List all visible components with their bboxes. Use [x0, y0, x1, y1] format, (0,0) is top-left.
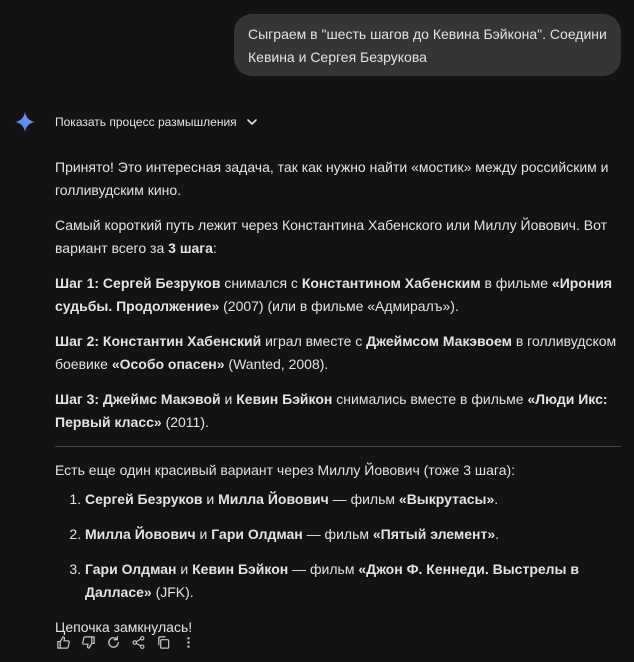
thumbs-down-icon [81, 635, 96, 650]
actor-name: Сергей Безруков [102, 275, 221, 291]
response-intro: Принято! Это интересная задача, так как нужно найти «мостик» между российским и голливудским кино. [55, 159, 609, 198]
alt-list [55, 488, 621, 604]
actor-name: Милла Йовович [218, 491, 329, 507]
film-title: «Пятый элемент» [372, 526, 496, 542]
item-text: — фильм [328, 491, 399, 507]
more-options-button[interactable] [180, 634, 196, 650]
share-icon [131, 635, 146, 650]
chevron-down-icon [246, 116, 258, 128]
item-text: и [195, 526, 212, 542]
thumbs-up-button[interactable] [55, 634, 71, 650]
item-text: (JFK). [151, 584, 194, 600]
step-label: Шаг 2: [55, 333, 100, 349]
item-text: — фильм [302, 526, 373, 542]
film-title: «Особо опасен» [111, 356, 225, 372]
item-text: и [202, 491, 219, 507]
step-label: Шаг 3: [55, 391, 100, 407]
response-shortest-path [55, 214, 621, 260]
step-text: в голливудском боевике [55, 333, 617, 372]
step-text: снимались вместе в фильме [332, 391, 528, 407]
thumbs-down-button[interactable] [80, 634, 96, 650]
step-text: снимался с [220, 275, 302, 291]
share-button[interactable] [130, 634, 146, 650]
actor-name: Милла Йовович [85, 526, 196, 542]
step-text: (2007) (или в фильме «Адмиралъ»). [219, 298, 459, 314]
actor-name: Джеймс Макэвой [102, 391, 221, 407]
shortest-colon: : [212, 240, 217, 256]
step-1 [55, 272, 621, 318]
film-title: «Джон Ф. Кеннеди. Выстрелы в Далласе» [85, 561, 580, 600]
show-thinking-label: Показать процесс размышления [55, 115, 237, 129]
step-label: Шаг 1: [55, 275, 100, 291]
step-text: играл вместе с [261, 333, 367, 349]
shortest-text: Самый короткий путь лежит через Константина Хабенского или Миллу Йовович. Вот вариант всего за [55, 217, 607, 256]
regenerate-icon [106, 635, 121, 650]
shortest-bold: 3 шага [168, 240, 213, 256]
copy-icon [156, 635, 171, 650]
regenerate-button[interactable] [105, 634, 121, 650]
step-3 [55, 388, 621, 434]
actor-name: Гари Олдман [85, 561, 177, 577]
actor-name: Джеймсом Макэвоем [366, 333, 512, 349]
step-text: в фильме [480, 275, 552, 291]
user-message-bubble [234, 14, 621, 76]
step-text: (Wanted, 2008). [224, 356, 329, 372]
step-text: (2011). [161, 414, 209, 430]
assistant-response [55, 156, 621, 639]
response-actions [55, 634, 205, 650]
divider [55, 446, 621, 447]
response-closing: Цепочка замкнулась! [55, 619, 193, 635]
film-title: «Люди Икс: Первый класс» [55, 391, 608, 430]
actor-name: Кевин Бэйкон [192, 561, 289, 577]
film-title: «Выкрутасы» [398, 491, 495, 507]
item-text: . [495, 526, 500, 542]
step-text: и [220, 391, 237, 407]
gemini-sparkle-icon [14, 111, 36, 133]
actor-name: Кевин Бэйкон [236, 391, 333, 407]
list-item [85, 488, 621, 511]
actor-name: Константин Хабенский [102, 333, 262, 349]
item-text: и [176, 561, 193, 577]
alt-intro: Есть еще один красивый вариант через Миллу Йовович (тоже 3 шага): [55, 462, 516, 478]
copy-button[interactable] [155, 634, 171, 650]
item-text: — фильм [288, 561, 359, 577]
list-item [85, 558, 621, 604]
film-title: «Ирония судьбы. Продолжение» [55, 275, 613, 314]
show-thinking-toggle[interactable] [55, 113, 258, 131]
item-text: . [494, 491, 499, 507]
actor-name: Сергей Безруков [85, 491, 203, 507]
actor-name: Гари Олдман [211, 526, 303, 542]
user-message-text: Сыграем в "шесть шагов до Кевина Бэйкона". Соедини Кевина и Сергея Безрукова [248, 26, 607, 65]
actor-name: Константином Хабенским [301, 275, 481, 291]
thumbs-up-icon [56, 635, 71, 650]
step-2 [55, 330, 621, 376]
list-item [85, 523, 621, 546]
more-options-icon [181, 635, 196, 650]
